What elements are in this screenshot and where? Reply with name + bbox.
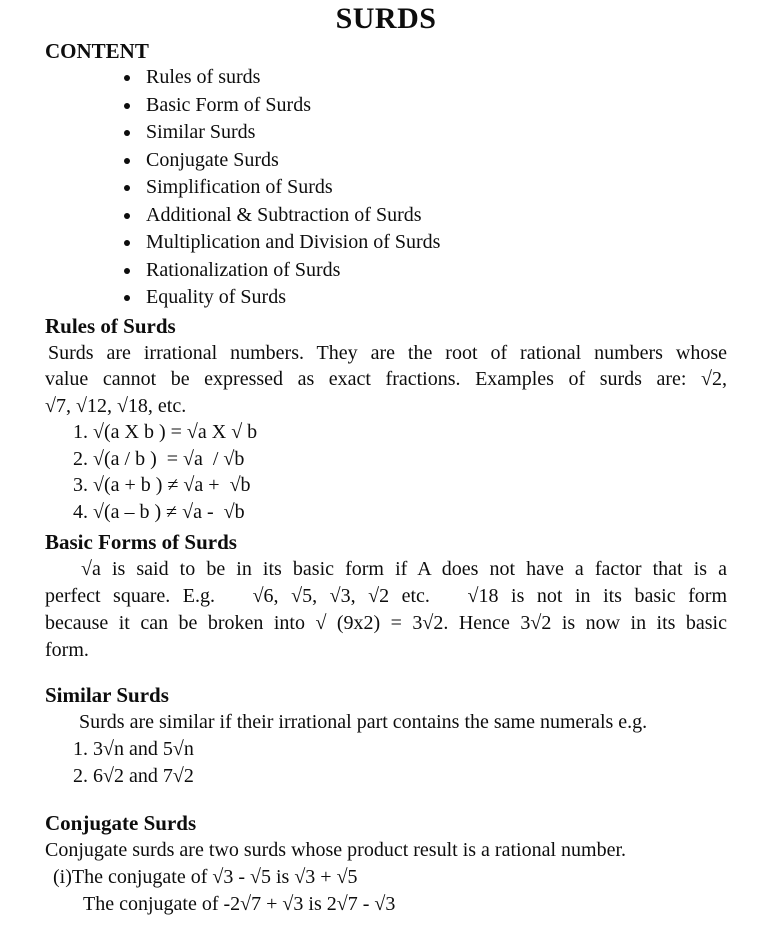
paragraph-line: form. (45, 639, 89, 661)
toc-list (45, 64, 727, 312)
conjugate-surds-intro: Conjugate surds are two surds whose product result is a rational number. (45, 839, 626, 861)
example-line: 1. 3√n and 5√n (73, 738, 194, 760)
toc-item: • Basic Form of Surds (142, 92, 727, 120)
page-title: SURDS (335, 2, 437, 35)
toc-item: • Conjugate Surds (142, 147, 727, 175)
example-line: 2. 6√2 and 7√2 (73, 765, 194, 787)
toc-item: • Similar Surds (142, 119, 727, 147)
conjugate-surds-examples (45, 864, 727, 918)
content-heading: CONTENT (45, 39, 149, 63)
paragraph-line: value cannot be expressed as exact fractions. Examples of surds are: √2, (45, 368, 727, 390)
toc-item: • Additional & Subtraction of Surds (142, 202, 727, 230)
toc-item: • Equality of Surds (142, 284, 727, 312)
paragraph-line: √7, √12, √18, etc. (45, 394, 187, 417)
paragraph-line: √a is said to be in its basic form if A does not have a factor that is a (81, 558, 727, 580)
similar-surds-intro: Surds are similar if their irrational part contains the same numerals e.g. (79, 711, 648, 733)
conjugate-surds-heading: Conjugate Surds (45, 811, 197, 835)
rule-item: 4. √(a – b ) ≠ √a - √b (73, 500, 245, 523)
example-line: (i)The conjugate of √3 - √5 is √3 + √5 (53, 866, 358, 888)
rule-item: 2. √(a / b ) = √a / √b (73, 447, 245, 470)
toc-item: • Multiplication and Division of Surds (142, 229, 727, 257)
toc-item: • Simplification of Surds (142, 174, 727, 202)
paragraph-line: Surds are irrational numbers. They are the root of rational numbers whose (48, 341, 727, 364)
rule-item: 1. √(a X b ) = √a X √ b (73, 421, 258, 443)
similar-surds-heading: Similar Surds (45, 683, 169, 707)
similar-surds-examples (45, 736, 727, 790)
rules-paragraph (45, 340, 727, 420)
basic-forms-heading: Basic Forms of Surds (45, 530, 237, 554)
paragraph-line: because it can be broken into √ (9x2) = 3√2. Hence 3√2 is now in its basic (45, 612, 727, 634)
example-line: The conjugate of -2√7 + √3 is 2√7 - √3 (83, 893, 396, 915)
rules-list (45, 419, 727, 525)
toc-item: • Rationalization of Surds (142, 257, 727, 285)
paragraph-line: perfect square. E.g. √6, √5, √3, √2 etc. √18 is not in its basic form (45, 585, 727, 607)
basic-forms-paragraph (45, 556, 727, 664)
rules-of-surds-heading: Rules of Surds (45, 313, 176, 338)
toc-item: • Rules of surds (142, 64, 727, 92)
rule-item: 3. √(a + b ) ≠ √a + √b (73, 474, 251, 496)
